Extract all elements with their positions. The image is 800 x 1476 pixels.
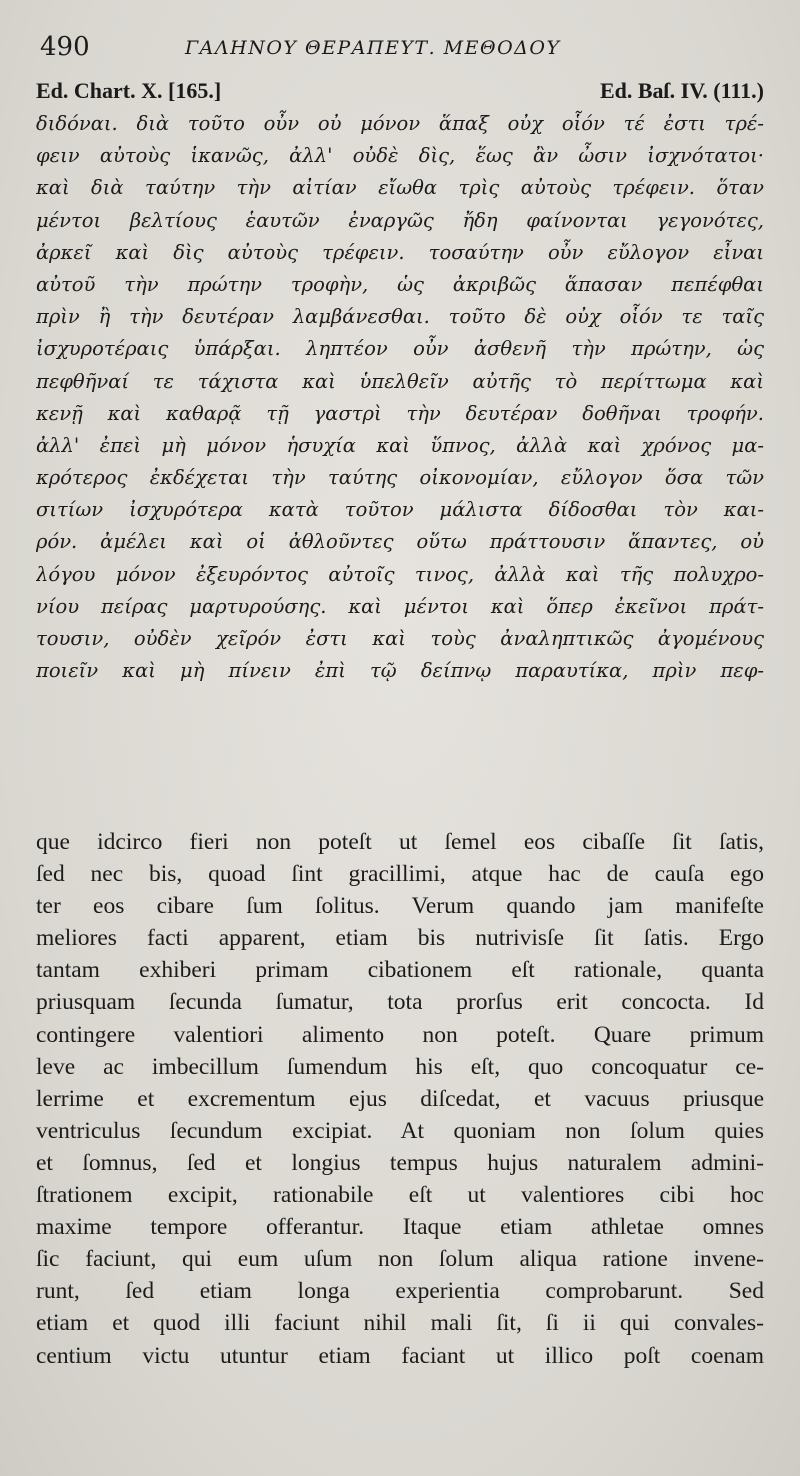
page-number: 490 [40, 32, 90, 62]
greek-text-line: τουσιν, οὐδὲν χεῖρόν ἐστι καὶ τοὺς ἀναληπτικῶς ἀγομένους [36, 627, 764, 650]
greek-text-line: πρὶν ἢ τὴν δευτέραν λαμβάνεσθαι. τοῦτο δὲ οὐχ οἷόν τε ταῖς [36, 305, 764, 329]
latin-text-line: ter eos cibare ſum ſolitus. Verum quando jam manifeſte [36, 893, 764, 920]
latin-text-line: que idcirco fieri non poteſt ut ſemel eos cibaſſe ſit ſatis, [36, 829, 764, 855]
latin-text-line: runt, ſed etiam longa experientia comprobarunt. Sed [36, 1278, 764, 1305]
latin-text-line: et ſomnus, ſed et longius tempus hujus naturalem admini- [36, 1149, 764, 1176]
latin-text-line: leve ac imbecillum ſumendum his eſt, quo concoquatur ce- [36, 1053, 764, 1080]
latin-text-line: centium victu utuntur etiam faciant ut illico poſt coenam [36, 1342, 764, 1369]
greek-text-line: λόγου μόνον ἐξευρόντος αὐτοῖς τινος, ἀλλὰ καὶ τῆς πολυχρο- [36, 562, 764, 586]
edition-references [36, 76, 764, 106]
running-title: ΓΑΛΗΝΟΥ ΘΕΡΑΠΕΥΤ. ΜΕΘΟΔΟΥ [185, 37, 561, 59]
greek-text-line: ἀρκεῖ καὶ δὶς αὐτοὺς τρέφειν. τοσαύτην οὖν εὔλογον εἶναι [36, 240, 764, 264]
latin-text-line: lerrime et excrementum ejus diſcedat, et vacuus priusque [36, 1085, 764, 1112]
greek-text-line: φειν αὐτοὺς ἱκανῶς, ἀλλ' οὐδὲ δὶς, ἕως ἂν ὦσιν ἰσχνότατοι· [36, 144, 764, 168]
latin-text-line: maxime tempore offerantur. Itaque etiam athletae omnes [36, 1214, 764, 1241]
latin-text-line: ventriculus ſecundum excipiat. At quoniam non ſolum quies [36, 1117, 764, 1144]
greek-text-line: ἀλλ' ἐπεὶ μὴ μόνον ἡσυχία καὶ ὕπνος, ἀλλὰ καὶ χρόνος μα- [36, 433, 764, 457]
greek-text-line: αὐτοῦ τὴν πρώτην τροφὴν, ὡς ἀκριβῶς ἅπασαν πεπέφθαι [36, 272, 764, 296]
greek-text-line: κενῇ καὶ καθαρᾷ τῇ γαστρὶ τὴν δευτέραν δοθῆναι τροφήν. [36, 401, 764, 425]
greek-text-line: ποιεῖν καὶ μὴ πίνειν ἐπὶ τῷ δείπνῳ παραυτίκα, πρὶν πεφ- [36, 659, 764, 683]
greek-text-line: ἰσχυροτέραις ὑπάρξαι. ληπτέον οὖν ἀσθενῆ τὴν πρώτην, ὡς [36, 337, 764, 361]
greek-text-line: πεφθῆναί τε τάχιστα καὶ ὑπελθεῖν αὐτῆς τὸ περίττωμα καὶ [36, 369, 764, 393]
greek-text-block [36, 108, 764, 687]
latin-text-line: priusquam ſecunda ſumatur, tota prorſus erit concocta. Id [36, 989, 764, 1016]
latin-text-line: meliores facti apparent, etiam bis nutrivisſe ſit ſatis. Ergo [36, 925, 764, 952]
greek-text-line: διδόναι. διὰ τοῦτο οὖν οὐ μόνον ἅπαξ οὐχ οἷόν τέ ἐστι τρέ- [36, 112, 764, 135]
latin-text-line: ſic faciunt, qui eum uſum non ſolum aliqua ratione invene- [36, 1246, 764, 1273]
latin-text-line: ſed nec bis, quoad ſint gracillimi, atque hac de cauſa ego [36, 861, 764, 888]
running-head [40, 30, 760, 64]
latin-text-line: contingere valentiori alimento non poteſt. Quare primum [36, 1021, 764, 1048]
greek-text-line: σιτίων ἰσχυρότερα κατὰ τοῦτον μάλιστα δίδοσθαι τὸν και- [36, 498, 764, 522]
greek-text-line: μέντοι βελτίους ἑαυτῶν ἐναργῶς ἤδη φαίνονται γεγονότες, [36, 208, 764, 232]
latin-text-line: ſtrationem excipit, rationabile eſt ut valentiores cibi hoc [36, 1182, 764, 1209]
greek-text-line: νίου πείρας μαρτυρούσης. καὶ μέντοι καὶ ὅπερ ἐκεῖνοι πράτ- [36, 594, 764, 618]
latin-text-line: etiam et quod illi faciunt nihil mali ſit, ſi ii qui convales- [36, 1310, 764, 1337]
greek-text-line: καὶ διὰ ταύτην τὴν αἰτίαν εἴωθα τρὶς αὐτοὺς τρέφειν. ὅταν [36, 176, 764, 200]
latin-text-line: tantam exhiberi primam cibationem eſt rationale, quanta [36, 957, 764, 984]
latin-text-block [36, 826, 764, 1372]
edition-chartier-reference: Ed. Chart. X. [165.] [36, 78, 222, 103]
greek-text-line: ρόν. ἀμέλει καὶ οἱ ἀθλοῦντες οὕτω πράττουσιν ἅπαντες, οὐ [36, 530, 764, 554]
edition-basel-reference: Ed. Baſ. IV. (111.) [599, 78, 764, 103]
greek-text-line: κρότερος ἐκδέχεται τὴν ταύτης οἰκονομίαν, εὔλογον ὅσα τῶν [36, 466, 764, 490]
